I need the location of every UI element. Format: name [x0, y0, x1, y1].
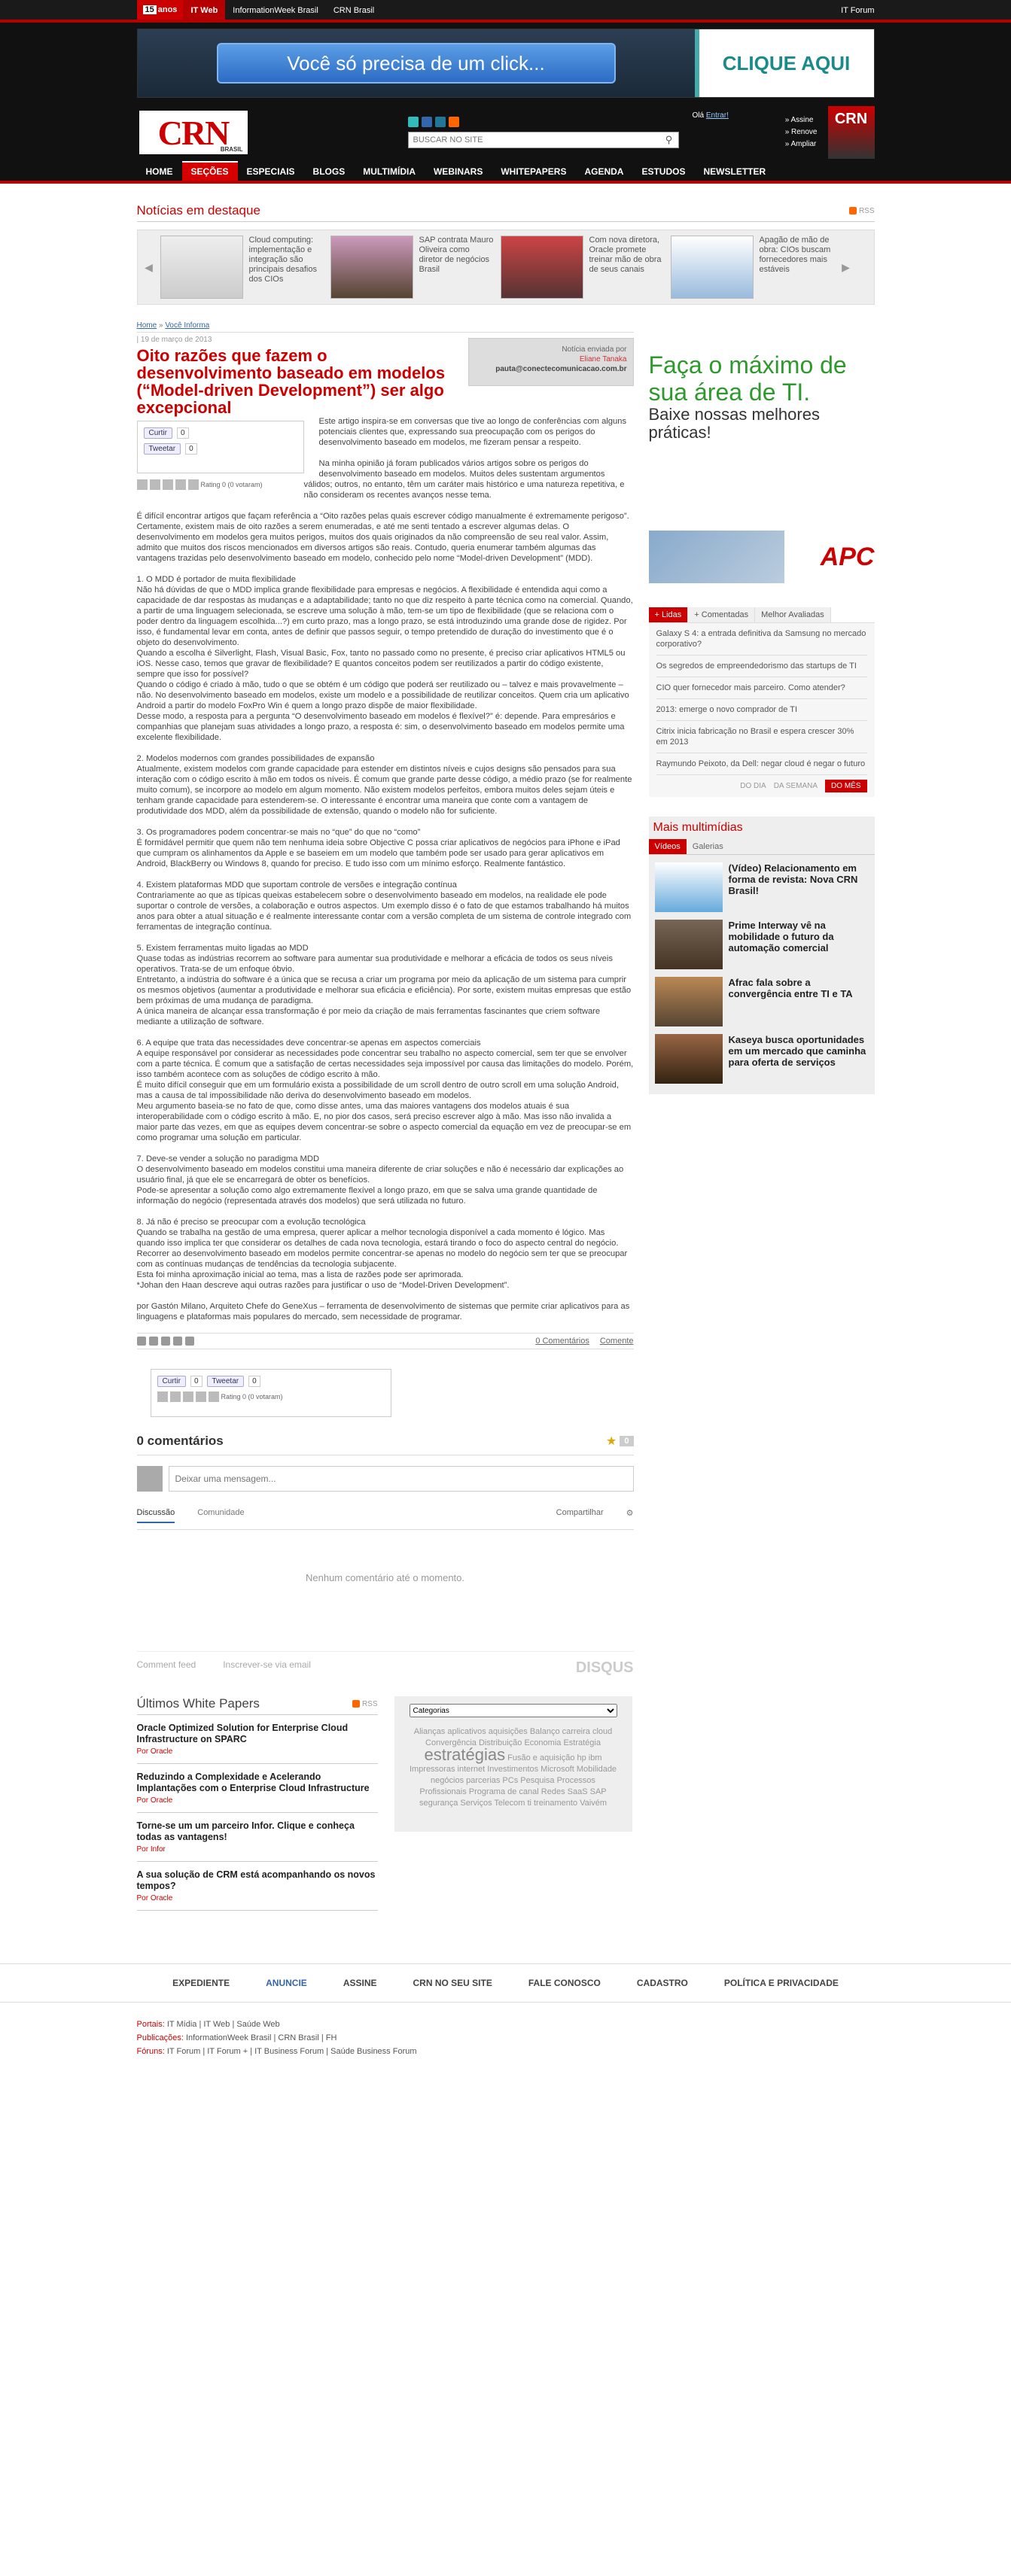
facebook-like-button[interactable]: Curtir — [157, 1376, 186, 1387]
video-thumbnail — [655, 862, 723, 912]
article-paragraph: 1. O MDD é portador de muita flexibilidade Não há dúvidas de que o MDD implica grande flexibilidade para empresas e negócios. A flexibilidade é entendida aqui como a capacidade de dar respostas às mudanças e a adaptabilidade; tanto no que diz respeito à parte técnica como na comercial. Quando, a partir de uma linguagem selecionada, se escreve uma solução à mão, tem-se um tipo de flexibilidade (que se relaciona com o poder dentro da linguagem escolhida...?) em curto prazo, mas a longo prazo, se está introduzindo uma grande dose de rigidez. Por isso, é fundamental levar em conta, antes de definir que passos seguir, o tempo pretendido de duração do investimento que é o objeto do desenvolvimento. Quando a escolha é Silverlight, Flash, Visual Basic, Fox, tanto no passado como no presente, é preciso criar aplicativos HTML5 ou iOS. Nesse caso, temos que gravar de flexibilidade? E quantos conceitos podem ser reutilizados a partir do código existente, sempre que isso for possível? Quando o código é criado à mão, tudo o que se obtém é um código que poderá ser reutilizado ou – talvez e mais provavelmente – não. No desenvolvimento baseado em modelos, existe um modelo e a possibilidade de reutilizar conceitos. Quem cria um aplicativo Android a partir do modelo FoxPro Win é quem a longo prazo dispõe de maior flexibilidade. Desse modo, a resposta para a pergunta “O desenvolvimento baseado em modelos é flexível?” é: depende. Para empresários e companhias que planejam suas atividades a longo prazo, a resposta é: sim, o desenvolvimento baseado em modelos permite uma excelente flexibilidade. — [136, 575, 633, 742]
crn-logo[interactable]: CRN BRASIL — [137, 108, 250, 157]
renove-link[interactable]: » Renove — [784, 128, 818, 136]
tweet-button[interactable]: Tweetar — [207, 1376, 245, 1387]
tab-melhor-avaliadas[interactable]: Melhor Avaliadas — [755, 607, 831, 622]
nav-newsletter[interactable]: NEWSLETTER — [703, 166, 766, 177]
nav-estudos[interactable]: ESTUDOS — [641, 166, 686, 177]
footer-nav — [137, 1964, 875, 2002]
multimedia-item[interactable]: Afrac fala sobre a convergência entre TI e TA — [649, 969, 875, 1026]
breadcrumb-home[interactable]: Home — [136, 321, 157, 330]
banner-left — [138, 29, 695, 97]
facebook-icon[interactable] — [422, 117, 432, 127]
article-paragraph: Na minha opinião já foram publicados vários artigos sobre os perigos do desenvolvimento baseado em modelos. Muitos deles sustentam argumentos válidos; outros, no entanto, têm um caráter mais histórico e uma natureza repetitiva, e não consideram os recentes avanços nesse tema. — [303, 459, 625, 500]
categories-select[interactable] — [410, 1704, 617, 1717]
featured-rss[interactable]: RSS — [849, 207, 875, 215]
article-column — [137, 321, 634, 1911]
list-item[interactable]: 2013: emerge o novo comprador de TI — [656, 699, 867, 721]
disqus-footer — [137, 1651, 634, 1677]
apc-ad[interactable] — [649, 525, 875, 589]
list-item[interactable]: Galaxy S 4: a entrada definitiva da Samsung no mercado corporativo? — [656, 623, 867, 655]
subscribe-links — [785, 114, 818, 151]
breadcrumb: Home » Você Informa — [137, 321, 634, 333]
comment-feed-link[interactable]: Comment feed — [136, 1659, 196, 1670]
share-box — [137, 421, 304, 473]
rss-icon — [849, 207, 857, 214]
rss-icon — [352, 1700, 360, 1708]
facebook-like-button[interactable]: Curtir — [144, 427, 172, 439]
print-icon[interactable] — [137, 1337, 146, 1346]
tab-community[interactable]: Comunidade — [197, 1508, 245, 1517]
whitepaper-item[interactable]: Oracle Optimized Solution for Enterprise Cloud Infrastructure on SPARC Por Oracle — [137, 1715, 378, 1764]
footer-expediente[interactable]: EXPEDIENTE — [172, 1978, 230, 1988]
top-bar — [0, 0, 1011, 23]
footer-foruns: Fóruns: IT Forum | IT Forum + | IT Business Forum | Saúde Business Forum — [136, 2047, 417, 2056]
multimedia-title: Mais multimídias — [653, 821, 743, 834]
article-paragraph: 5. Existem ferramentas muito ligadas ao MDD Quase todas as indústrias recorrem ao software para aumentar sua produtividade e melhorar a eficácia de todos os seus níveis operativos. Trata-se de um enfoque óbvio. Entretanto, a indústria do software é a única que se recusa a criar um programa por meio da aplicação de um sistema para cumprir os mesmos objetivos (aumentar a produtividade e melhorar sua eficácia e eficiência). Por sorte, existem muitas empresas que estão bem próximas de uma mudança de paradigma. A única maneira de alcançar essa transformação é por meio da criação de mais ferramentas fascinantes que criem software mediante a utilização de software. — [136, 944, 632, 1026]
article-paragraph: É difícil encontrar artigos que façam referência a “Oito razões pelas quais escrever código manualmente é extremamente perigoso”. Certamente, existem mais de oito razões a serem enumeradas, e até me senti tentado a escrever algumas delas. O desenvolvimento em modelos gera muitos perigos, muitos dos quais originados da não compreensão de seu real valor. Assim, admito que muitos dos riscos mencionados em diversos artigos são reais. Contudo, queria enumerar também algumas das vantagens trazidas pelo desenvolvimento baseado em modelo, conhecido pelo nome “Model-driven Development” (MDD). — [136, 512, 629, 563]
social-icons — [408, 117, 679, 127]
article-body — [137, 416, 634, 1322]
comments-title: 0 comentários — [136, 1434, 224, 1448]
multimedia-box — [649, 817, 875, 1094]
footer-anuncie[interactable]: ANUNCIE — [266, 1978, 307, 1988]
tab-galerias[interactable]: Galerias — [692, 842, 723, 851]
popular-list — [649, 623, 875, 797]
article-paragraph: Este artigo inspira-se em conversas que tive ao longo de conferências com alguns potenciais clientes que, expressando sua preocupação com os perigos do desenvolvimento baseado em modelos, me fizeram pensar a respeito. — [318, 417, 627, 447]
email-icon[interactable] — [149, 1337, 158, 1346]
footer-assine[interactable]: ASSINE — [343, 1978, 377, 1988]
delicious-icon[interactable] — [161, 1337, 170, 1346]
video-thumbnail — [655, 1034, 723, 1084]
site-header — [0, 104, 1011, 161]
footer-publicacoes: Publicações: InformationWeek Brasil | CRN Brasil | FH — [136, 2033, 337, 2042]
sender-box: Notícia enviada por Eliane Tanaka pauta@conectecomunicacao.com.br — [468, 338, 634, 386]
sender-name[interactable]: Eliane Tanaka — [579, 355, 627, 363]
whitepapers-rss[interactable]: RSS — [352, 1696, 378, 1711]
comments-count-link[interactable]: 0 Comentários — [535, 1337, 589, 1346]
nav-multimidia[interactable]: MULTIMÍDIA — [363, 166, 416, 177]
featured-item[interactable]: Com nova diretora, Oracle promete treinar mão de obra de seus canais — [501, 236, 665, 299]
no-comments-text: Nenhum comentário até o momento. — [306, 1572, 464, 1583]
site-footer — [0, 1963, 1011, 2088]
comment-link[interactable]: Comente — [599, 1337, 634, 1346]
comment-input[interactable] — [169, 1466, 634, 1492]
next-arrow-icon[interactable]: ▶ — [842, 260, 850, 273]
multimedia-item[interactable]: Prime Interway vê na mobilidade o futuro da automação comercial — [649, 912, 875, 969]
footer-fale-conosco[interactable]: FALE CONOSCO — [528, 1978, 601, 1988]
whitepaper-item[interactable]: Reduzindo a Complexidade e Acelerando Implantações com o Enterprise Cloud Infrastructure Por Oracle — [137, 1764, 378, 1813]
login-area: Olá Entrar! — [692, 111, 729, 120]
whitepaper-item[interactable]: A sua solução de CRM está acompanhando os novos tempos? Por Oracle — [137, 1862, 378, 1911]
tweet-button[interactable]: Tweetar — [144, 443, 181, 455]
article-title: Oito razões que fazem o desenvolvimento baseado em modelos (“Model-driven Development”) ser algo excepcional — [136, 346, 446, 417]
featured-item[interactable]: SAP contrata Mauro Oliveira como diretor de negócios Brasil — [330, 236, 495, 299]
featured-item[interactable]: Cloud computing: implementação e integração são principais desafios dos CIOs — [160, 236, 324, 299]
article-paragraph: 2. Modelos modernos com grandes possibilidades de expansão Atualmente, existem modelos com grande capacidade para estender em distintos níveis e cujos designs são pensados para sua interação com o código escrito à mão em todos os níveis. É comum que grande parte desse código, a médio prazo (se for realmente muito comum), se incorpore ao modelo em algum momento. Não existem modelos perfeitos, embora muitos deles sejam úteis e tenham grande capacidade para estenderem-se. O interessante é encontrar uma maneira que conte com a vantagem de produtividade dos MDD, além da possibilidade de extensão, quando o modelo não for suficiente. — [136, 754, 632, 816]
like-count: 0 — [177, 427, 189, 439]
share-box-bottom: Curtir 0 Tweetar 0 Rating 0 (0 votaram) — [151, 1369, 391, 1417]
tab-mais-lidas[interactable]: + Lidas — [649, 607, 689, 622]
search-box — [408, 132, 679, 148]
rating-stars[interactable]: Rating 0 (0 votaram) — [137, 479, 304, 490]
article-paragraph: 4. Existem plataformas MDD que suportam controle de versões e integração contínua Contrariamente ao que as típicas queixas estabelecem sobre o desenvolvimento baseado em modelos, na realidade ele pode suportar o controle de versões, a colaboração e outros aspectos. Um exemplo disso é o fato de que estamos trabalhando há muitos anos para obter a atual situação e é realmente interessante contar com a versão completa de um sistema de controle integrado com ferramentas de integração contínua. — [136, 880, 632, 932]
list-item[interactable]: CIO quer fornecedor mais parceiro. Como atender? — [656, 677, 867, 699]
disqus-logo[interactable]: DISQUS — [575, 1659, 634, 1676]
itmidia-logo[interactable]: 15 anos — [137, 0, 184, 20]
nav-secoes[interactable]: SEÇÕES — [182, 161, 238, 181]
video-thumbnail — [655, 977, 723, 1026]
comments-tabs — [137, 1508, 634, 1530]
list-item[interactable]: Os segredos de empreendedorismo das startups de TI — [656, 655, 867, 677]
article-paragraph: 7. Deve-se vender a solução no paradigma MDD O desenvolvimento baseado em modelos constitui uma maneira diferente de criar soluções e não é necessário dar explicações ao usuário final, já que ele se encarregará de obter os benefícios. Pode-se apresentar a solução como algo extremamente flexível a longo prazo, em que se salva uma grande quantidade de informação do negócio (representada através dos modelos) que será utilizada no futuro. — [136, 1154, 624, 1206]
it-forum-link[interactable]: IT Forum — [841, 6, 875, 15]
share-dropdown[interactable]: Compartilhar — [556, 1508, 604, 1517]
rss-icon[interactable] — [449, 117, 459, 127]
tweet-count: 0 — [185, 443, 197, 455]
comments-header — [137, 1434, 634, 1455]
tab-videos[interactable]: Vídeos — [649, 839, 687, 854]
side-ad[interactable]: Faça o máximo de sua área de TI. Baixe nossas melhores práticas! — [648, 351, 847, 442]
login-link[interactable]: Entrar! — [705, 111, 729, 120]
multimedia-item[interactable]: (Vídeo) Relacionamento em forma de revista: Nova CRN Brasil! — [649, 855, 875, 912]
article-paragraph: 3. Os programadores podem concentrar-se mais no “que” do que no “como” É formidável permitir que quem não tem nenhuma ideia sobre Objective C possa criar aplicativos de negócios para iPhone e iPad que cumpram os alinhamentos da Apple e se baseiem em um modelo que também pode ser usado para gerar aplicativos em Android, BlackBerry ou Windows 8, quando for preciso. E tudo isso com um mínimo esforço. Realmente fantástico. — [136, 828, 620, 868]
footer-crn-site[interactable]: CRN NO SEU SITE — [413, 1978, 492, 1988]
whitepaper-item[interactable]: Torne-se um um parceiro Infor. Clique e conheça todas as vantagens! Por Infor — [137, 1813, 378, 1862]
person-thumbnail — [501, 236, 583, 299]
article-paragraph: por Gastón Milano, Arquiteto Chefe do GeneXus – ferramenta de desenvolvimento de sistemas que permite criar aplicativos para as linguagens e plataformas mais populares do mercado, sem necessidade de programar. — [136, 1302, 630, 1321]
prev-arrow-icon[interactable]: ◀ — [145, 260, 153, 273]
magazine-cover[interactable]: CRN — [828, 106, 875, 159]
tab-informationweek[interactable]: InformationWeek Brasil — [233, 6, 318, 15]
period-week[interactable]: DA SEMANA — [773, 782, 818, 790]
popular-tabs — [649, 607, 875, 623]
featured-title: Notícias em destaque — [136, 203, 260, 217]
tab-crn-brasil[interactable]: CRN Brasil — [333, 6, 375, 15]
nav-whitepapers[interactable]: WHITEPAPERS — [501, 166, 567, 177]
star-icon: ★ — [606, 1435, 617, 1448]
apc-logo: APC — [820, 542, 875, 571]
whitepapers-list — [137, 1696, 378, 1911]
search-icon[interactable]: ⚲ — [665, 134, 673, 145]
footer-portais: Portais: IT Mídia | IT Web | Saúde Web — [136, 2020, 280, 2029]
linkedin-icon[interactable] — [435, 117, 446, 127]
whitepapers-title: Últimos White Papers — [136, 1696, 260, 1711]
multimedia-item[interactable]: Kaseya busca oportunidades em um mercado que caminha para oferta de serviços — [649, 1026, 875, 1084]
article-tools — [137, 1333, 634, 1349]
top-banner-ad — [0, 23, 1011, 104]
favorite-button[interactable]: ★ 0 — [606, 1434, 633, 1449]
assine-link[interactable]: » Assine — [784, 116, 814, 124]
tab-itweb[interactable]: IT Web — [183, 0, 225, 20]
article-paragraph: 8. Já não é preciso se preocupar com a evolução tecnológica Quando se trabalha na gestão de uma empresa, querer aplicar a melhor tecnologia disponível a cada momento é lógico. Mas quando isso implica ter que considerar os detalhes de cada nova tecnologia, estará tirando o foco do aspecto central do negócio. Recorrer ao desenvolvimento baseado em modelos permite concentrar-se apenas no modelo do negócio sem ter que se preocupar com as contínuas mudanças de tendências da tecnologia subjacente. Esta foi minha aproximação inicial ao tema, mas a lista de razões pode ser aprimorada. *Johan den Haan descreve aqui outras razões para justificar o uso de “Model-Driven Development”. — [136, 1218, 628, 1290]
video-thumbnail — [655, 920, 723, 969]
rating-stars[interactable]: Rating 0 (0 votaram) — [157, 1391, 324, 1402]
breadcrumb-section[interactable]: Você Informa — [165, 321, 210, 330]
banner-cta[interactable]: CLIQUE AQUI — [695, 29, 874, 97]
featured-item[interactable]: Apagão de mão de obra: CIOs buscam fornecedores mais estáveis — [671, 236, 835, 299]
apc-ad-image — [649, 531, 784, 583]
list-item[interactable]: Raymundo Peixoto, da Dell: negar cloud é negar o futuro — [656, 753, 867, 775]
search-input[interactable] — [409, 132, 660, 148]
nav-blogs[interactable]: BLOGS — [312, 166, 346, 177]
avatar — [137, 1466, 163, 1492]
nav-agenda[interactable]: AGENDA — [584, 166, 624, 177]
cloud-thumbnail — [160, 236, 243, 299]
subscribe-email-link[interactable]: Inscrever-se via email — [223, 1659, 311, 1670]
banner-click-button[interactable]: Você só precisa de um click... — [217, 43, 616, 84]
nav-home[interactable]: HOME — [145, 166, 173, 177]
footer-privacidade[interactable]: POLÍTICA E PRIVACIDADE — [723, 1978, 839, 1988]
main-nav — [0, 161, 1011, 184]
twitter-icon[interactable] — [408, 117, 419, 127]
facebook-icon[interactable] — [185, 1337, 194, 1346]
period-month[interactable]: DO MÊS — [825, 780, 866, 792]
featured-news — [137, 203, 875, 305]
list-item[interactable]: Citrix inicia fabricação no Brasil e espera crescer 30% em 2013 — [656, 721, 867, 753]
tab-discussion[interactable]: Discussão — [137, 1508, 175, 1523]
sidebar — [649, 344, 875, 1911]
network-thumbnail — [671, 236, 754, 299]
nav-especiais[interactable]: ESPECIAIS — [246, 166, 295, 177]
categories-box — [394, 1696, 632, 1832]
gear-icon[interactable]: ⚙ — [626, 1509, 634, 1518]
footer-cadastro[interactable]: CADASTRO — [636, 1978, 688, 1988]
person-thumbnail — [330, 236, 413, 299]
share-icon[interactable] — [173, 1337, 182, 1346]
nav-webinars[interactable]: WEBINARS — [433, 166, 483, 177]
tab-mais-comentadas[interactable]: + Comentadas — [688, 607, 755, 622]
ampliar-link[interactable]: » Ampliar — [784, 140, 817, 148]
article-paragraph: 6. A equipe que trata das necessidades deve concentrar-se apenas em aspectos comerciais A equipe responsável por considerar as necessidades pode concentrar seu trabalho no aspecto comercial, sem ter que se envolver com a parte técnica. É comum que a satisfação de certas necessidades seja impossível por causa das limitações do modelo. Porém, isso também acontece com as soluções de código escrito à mão. É muito difícil conseguir que em um formulário exista a possibilidade de um scroll dentro de outro scroll em uma solução Android, mas a causa de tal impossibilidade não deriva do desenvolvimento baseado em modelos. Meu argumento baseia-se no fato de que, como disse antes, uma das maiores vantagens dos modelos atuais é sua interoperabilidade com o código escrito à mão. E, no pior dos casos, será preciso escrever algo à mão. Mas isso não invalida a maior parte das vezes, em que as equipes devem concentrar-se sobre o aspecto comercial da equação em vez de preocupar-se em como programar uma solução em particular. — [136, 1039, 634, 1142]
period-day[interactable]: DO DIA — [740, 782, 766, 790]
tag-cloud[interactable]: Alianças aplicativos aquisições Balanço carreira cloud Convergência Distribuição Economia Estratégia estratégias Fusão e aquisição hp ibm Impressoras internet Investimentos Microsoft Mobilidade negócios parcerias PCs Pesquisa Processos Profissionais Programa de canal Redes SaaS SAP segurança Serviços Telecom ti treinamento Vaivém — [409, 1727, 617, 1808]
article-date: | 19 de março de 2013 — [136, 336, 212, 344]
